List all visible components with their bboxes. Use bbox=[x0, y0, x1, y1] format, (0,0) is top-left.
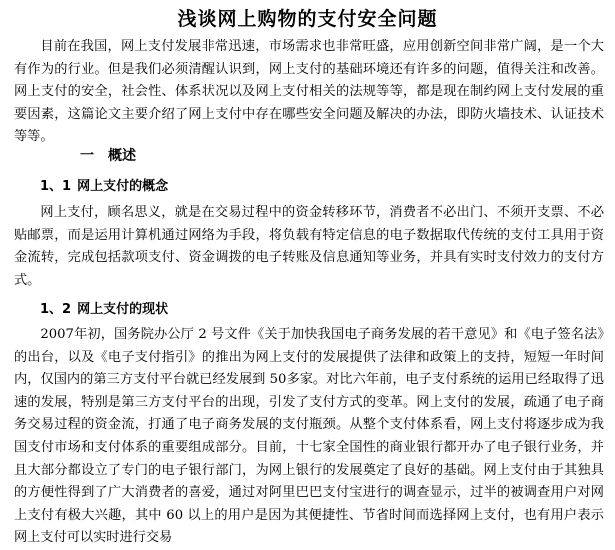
subheading-number: 1、2 bbox=[40, 302, 72, 317]
subheading-title: 网上支付的现状 bbox=[77, 302, 169, 317]
section-number: 一 bbox=[80, 148, 94, 164]
status-paragraph: 2007年初，国务院办公厅 2 号文件《关于加快我国电子商务发展的若干意见》和《电子签名法》的出台，以及《电子支付指引》的推出为网上支付的发展提供了法律和政策上的支持，短短一年时间内，仅国内的第三方支付平台就已经发展到 50多家。对比六年前，电子支付系统的运用已经取得了迅速的发展，特别是第三方支付平台的出现，引发了支付方式的变革。网上支付的发展，疏通了电子商务交易过程的资金流，打通了电子商务发展的支付瓶颈。从整个支付体系看，网上支付将逐步成为我国支付市场和支付体系的重要组成部分。目前，十七家全国性的商业银行都开办了电子银行业务，并且大部分都设立了专门的电子银行部门，为网上银行的发展奠定了良好的基础。网上支付由于其独具的方便性得到了广大消费者的喜爱，通过对阿里巴巴支付宝进行的调查显示，过半的被调查用户对网上支付有极大兴趣，其中 60 以上的用户是因为其便捷性、节省时间而选择网上支付，也有用户表示网上支付可以实时进行交易 bbox=[14, 327, 604, 546]
subheading-number: 1、1 bbox=[40, 179, 72, 194]
subheading-payment-concept bbox=[40, 177, 168, 197]
subheading-payment-status bbox=[40, 300, 168, 320]
document-title: 浅谈网上购物的支付安全问题 bbox=[177, 8, 438, 30]
section-heading-overview bbox=[80, 146, 136, 166]
concept-paragraph: 网上支付，顾名思义，就是在交易过程中的资金转移环节，消费者不必出门、不须开支票、不必贴邮票，而是运用计算机通过网络为手段，将负载有特定信息的电子数据取代传统的支付工具用于资金流转，完成包括款项支付、资金调拨的电子转账及信息通知等业务，并具有实时支付效力的支付方式。 bbox=[14, 205, 604, 288]
section-title: 概述 bbox=[108, 148, 136, 164]
subheading-title: 网上支付的概念 bbox=[77, 179, 169, 194]
intro-paragraph: 目前在我国，网上支付发展非常迅速，市场需求也非常旺盛，应用创新空间非常广阔，是一个大有作为的行业。但是我们必须清醒认识到，网上支付的基础环境还有许多的问题，值得关注和改善。网上支付的安全，社会性、体系状况以及网上支付相关的法规等等，都是现在制约网上支付发展的重要因素，这篇论文主要介绍了网上支付中存在哪些安全问题及解决的办法，即防火墙技术、认证技术等等。 bbox=[14, 39, 604, 145]
